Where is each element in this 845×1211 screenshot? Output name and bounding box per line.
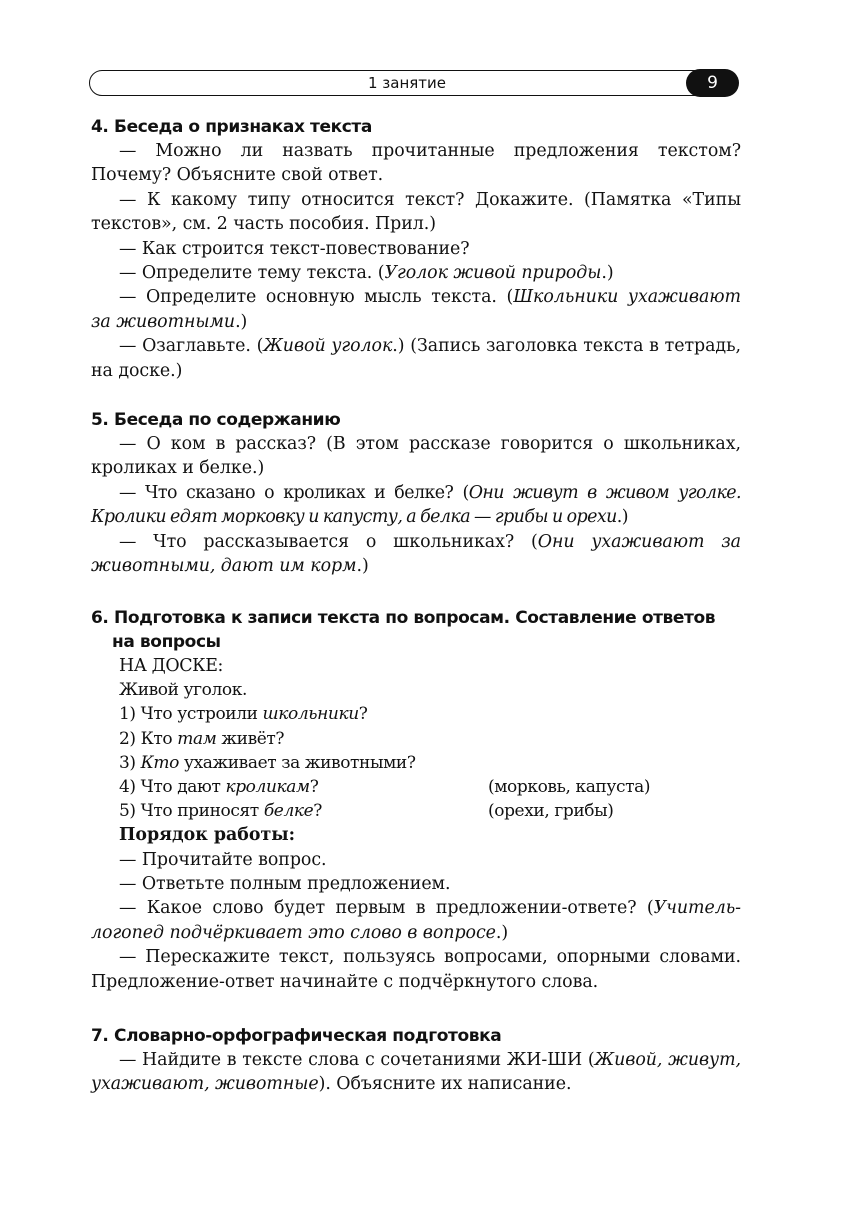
s7-p1-italic: Живой, живут, ухаживают, животные bbox=[91, 1050, 742, 1095]
board-question-3: 3) Кто ухаживает за животными? bbox=[119, 752, 416, 773]
s4-p4-italic: Уголок живой природы bbox=[384, 263, 602, 284]
s4-paragraph-4: — Определите тему текста. (Уголок живой природы.) bbox=[119, 263, 614, 284]
work-order-label: Порядок работы: bbox=[119, 825, 296, 846]
header-title: 1 занятие bbox=[367, 74, 447, 92]
board-question-5: 5) Что приносят белке? (орехи, грибы) bbox=[119, 799, 741, 823]
section-5-heading: 5. Беседа по содержанию bbox=[91, 410, 341, 430]
board-title: Живой уголок. bbox=[119, 680, 247, 701]
running-header bbox=[89, 70, 739, 98]
s5-paragraph-2: — Что сказано о кроликах и белке? (Они живут в живом уголке. Кролики едят морковку и капусту, а белка — грибы и орехи.) bbox=[91, 482, 741, 528]
s6-paragraph-3: — Какое слово будет первым в предложении-ответе? (Учитель-логопед подчёркивает это слово в вопросе.) bbox=[91, 898, 741, 943]
s5-p2-italic: Они живут в живом уголке. Кролики едят морковку и капусту, а белка — грибы и орехи bbox=[91, 482, 741, 528]
s4-paragraph-5: — Определите основную мысль текста. (Школьники ухаживают за животными.) bbox=[91, 287, 741, 332]
s4-p5-italic: Школьники ухаживают за животными bbox=[91, 287, 741, 332]
board-question-1: 1) Что устроили школьники? bbox=[119, 704, 368, 725]
s6-p3-italic: Учитель-логопед подчёркивает это слово в вопросе bbox=[91, 898, 741, 943]
board-note-4: (морковь, капуста) bbox=[488, 777, 651, 798]
section-6 bbox=[91, 606, 741, 994]
s6-paragraph-1: — Прочитайте вопрос. bbox=[119, 849, 327, 870]
page-number-badge: 9 bbox=[686, 69, 739, 97]
board-note-5: (орехи, грибы) bbox=[488, 801, 614, 822]
section-6-heading: 6. Подготовка к записи текста по вопросам. Составление ответов на вопросы bbox=[91, 608, 716, 652]
s5-paragraph-3: — Что рассказывается о школьниках? (Они ухаживают за животными, дают им корм.) bbox=[91, 531, 742, 577]
s4-paragraph-2: — К какому типу относится текст? Докажите. (Памятка «Типы текстов», см. 2 часть пособия. Прил.) bbox=[91, 189, 741, 235]
board-label: НА ДОСКЕ: bbox=[119, 656, 223, 676]
section-5 bbox=[91, 408, 741, 578]
s4-p6-italic: Живой уголок bbox=[263, 336, 393, 357]
s6-paragraph-4: — Перескажите текст, пользуясь вопросами, опорными словами. Предложение-ответ начинайте с подчёркнутого слова. bbox=[91, 947, 741, 992]
section-7-heading: 7. Словарно-орфографическая подготовка bbox=[91, 1026, 502, 1046]
s4-paragraph-3: — Как строится текст-повествование? bbox=[119, 238, 470, 259]
board-question-4: 4) Что дают кроликам? (морковь, капуста) bbox=[119, 775, 741, 799]
section-7 bbox=[91, 1024, 741, 1097]
s4-paragraph-6: — Озаглавьте. (Живой уголок.) (Запись заголовка текста в тетрадь, на доске.) bbox=[91, 336, 741, 381]
board-question-2: 2) Кто там живёт? bbox=[119, 728, 285, 749]
board-block bbox=[91, 654, 741, 848]
s7-paragraph-1: — Найдите в тексте слова с сочетаниями ЖИ-ШИ (Живой, живут, ухаживают, животные). Объясните их написание. bbox=[91, 1050, 742, 1095]
s6-paragraph-2: — Ответьте полным предложением. bbox=[119, 874, 451, 895]
section-4-heading: 4. Беседа о признаках текста bbox=[91, 117, 372, 137]
s5-p3-italic: Они ухаживают за животными, дают им корм bbox=[91, 531, 742, 577]
section-4 bbox=[91, 115, 741, 383]
s5-paragraph-1: — О ком в рассказ? (В этом рассказе говорится о школьниках, кроликах и белке.) bbox=[91, 434, 741, 479]
s4-paragraph-1: — Можно ли назвать прочитанные предложения текстом? Почему? Объясните свой ответ. bbox=[91, 141, 741, 186]
